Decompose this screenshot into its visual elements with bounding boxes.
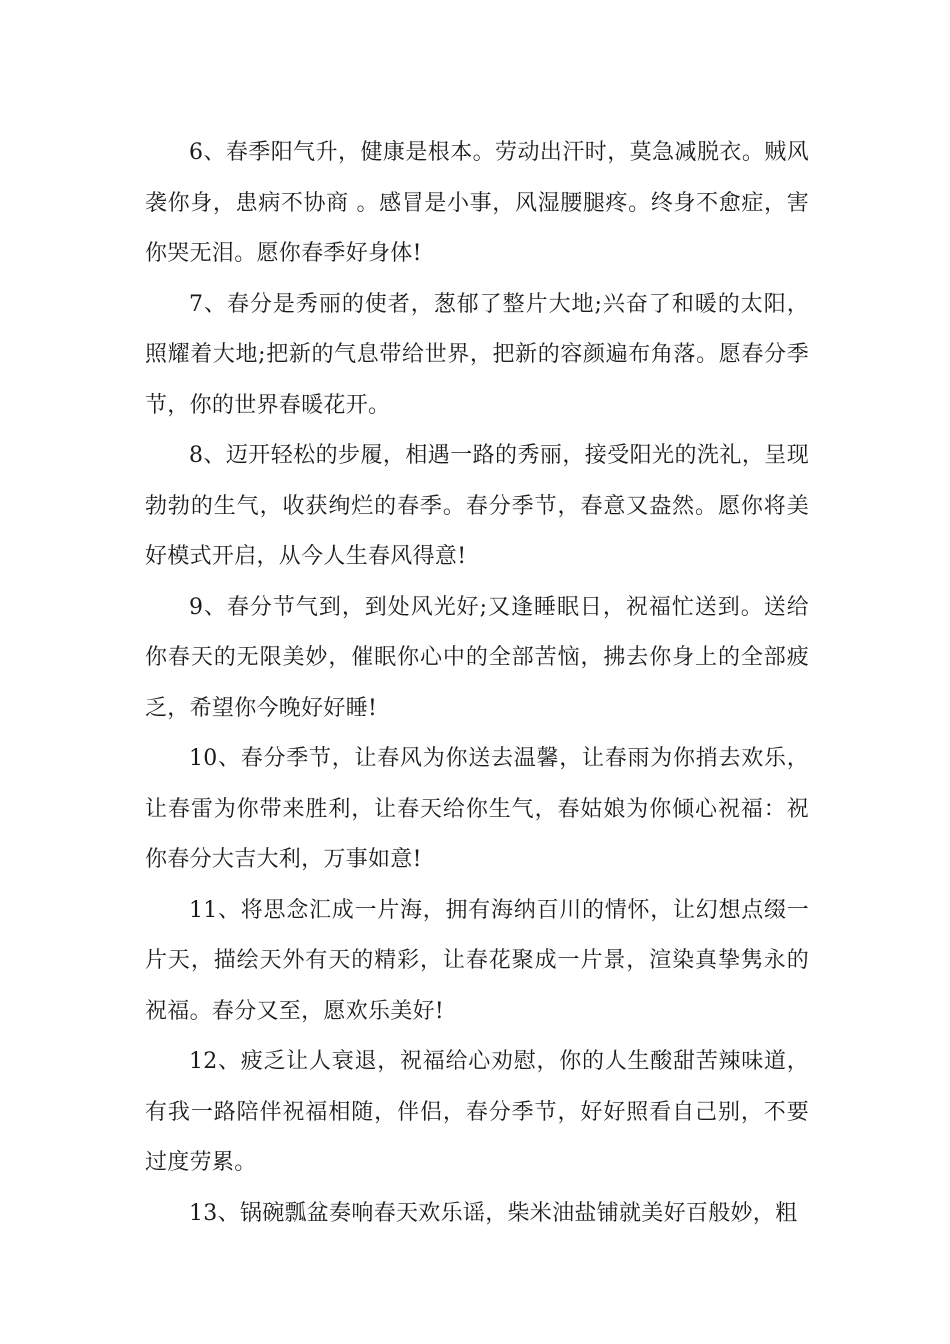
paragraph-12: 12、疲乏让人衰退，祝福给心劝慰，你的人生酸甜苦辣味道，有我一路陪伴祝福相随，伴侣，春分季节，好好照看自己别，不要过度劳累。 xyxy=(145,1049,809,1175)
paragraph-13: 13、锅碗瓢盆奏响春天欢乐谣，柴米油盐铺就美好百般妙，粗 xyxy=(189,1200,798,1226)
paragraph-10: 10、春分季节，让春风为你送去温馨，让春雨为你捎去欢乐，让春雷为你带来胜利，让春天给你生气，春姑娘为你倾心祝福：祝你春分大吉大利，万事如意! xyxy=(145,746,809,872)
paragraph-6: 6、春季阳气升，健康是根本。劳动出汗时，莫急减脱衣。贼风袭你身，患病不协商 。感冒是小事，风湿腰腿疼。终身不愈症，害你哭无泪。愿你春季好身体! xyxy=(145,140,809,266)
document-body xyxy=(145,128,809,1239)
paragraph-11: 11、将思念汇成一片海，拥有海纳百川的情怀，让幻想点缀一片天，描绘天外有天的精彩，让春花聚成一片景，渲染真挚隽永的祝福。春分又至，愿欢乐美好! xyxy=(145,897,809,1024)
paragraph-8: 8、迈开轻松的步履，相遇一路的秀丽，接受阳光的洗礼，呈现勃勃的生气，收获绚烂的春季。春分季节，春意又盎然。愿你将美好模式开启，从今人生春风得意! xyxy=(145,443,809,569)
paragraph-9: 9、春分节气到，到处风光好;又逢睡眠日，祝福忙送到。送给你春天的无限美妙，催眠你心中的全部苦恼，拂去你身上的全部疲乏，希望你今晚好好睡! xyxy=(145,594,809,721)
paragraph-7: 7、春分是秀丽的使者，葱郁了整片大地;兴奋了和暖的太阳，照耀着大地;把新的气息带给世界，把新的容颜遍布角落。愿春分季节，你的世界春暖花开。 xyxy=(145,291,809,418)
